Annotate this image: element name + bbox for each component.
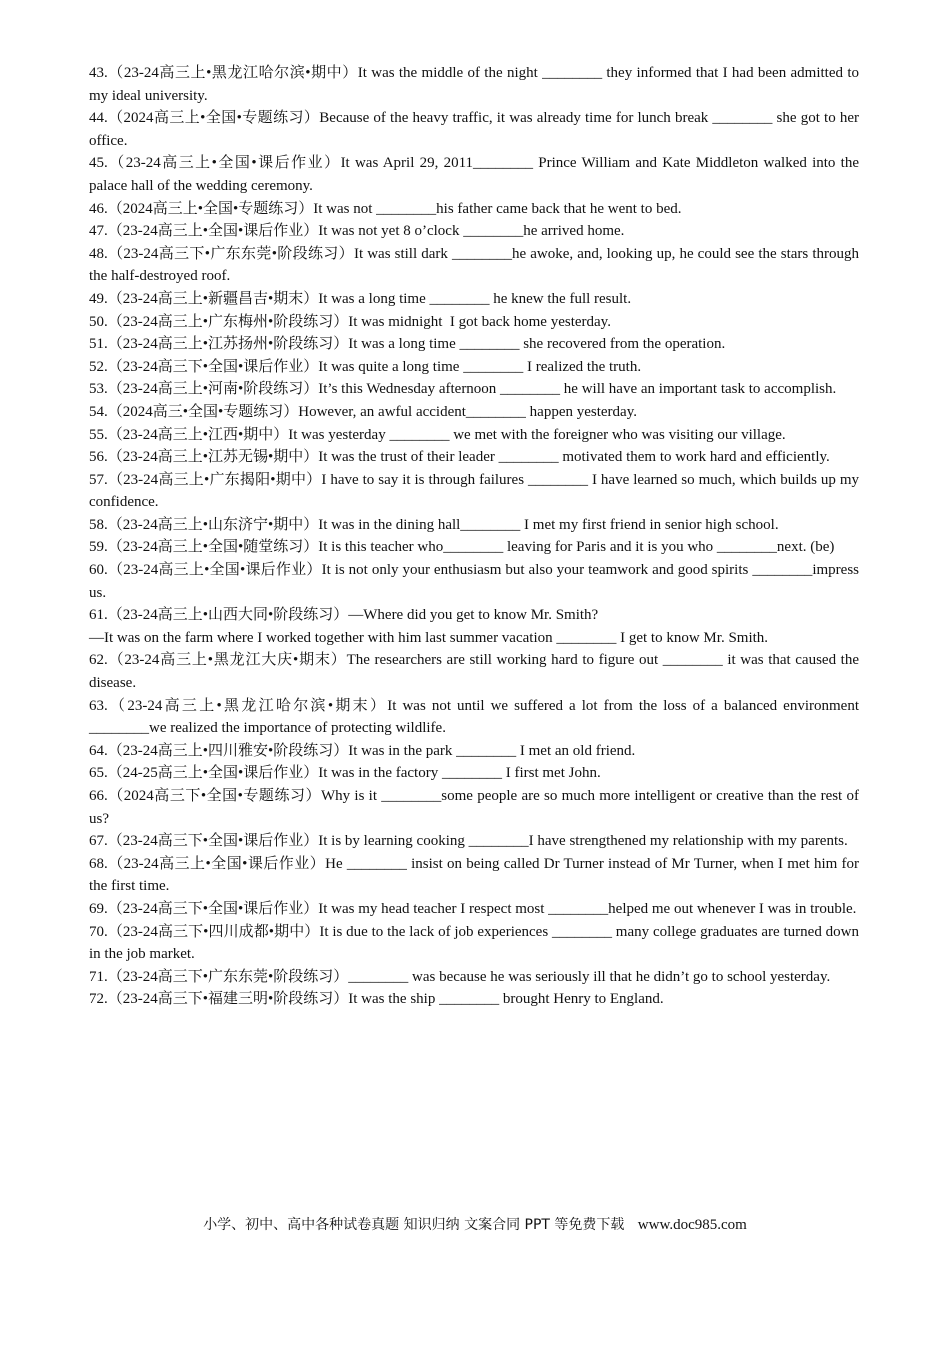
question-60: 60.（23-24高三上•全国•课后作业）It is not only your enthusiasm but also your teamwork and good spirits ________impress us. — [89, 562, 863, 601]
question-70: 70.（23-24高三下•四川成都•期中）It is due to the lack of job experiences ________ many college graduates are turned down in the job market. — [89, 923, 863, 963]
question-67: 67.（23-24高三下•全国•课后作业）It is by learning cooking ________I have strengthened my relationship with my parents. — [89, 833, 848, 850]
question-69: 69.（23-24高三下•全国•课后作业）It was my head teacher I respect most ________helped me out whenever I was in trouble. — [89, 900, 857, 917]
question-62: 62.（23-24高三上•黑龙江大庆•期末）The researchers are still working hard to figure out ________ it was that caused the disease. — [89, 652, 863, 692]
question-51: 51.（23-24高三上•江苏扬州•阶段练习）It was a long time ________ she recovered from the operation. — [89, 336, 726, 353]
question-46: 46.（2024高三上•全国•专题练习）It was not ________his father came back that he went to bed. — [89, 200, 682, 217]
question-63: 63.（23-24高三上•黑龙江哈尔滨•期末）It was not until we suffered a lot from the loss of a balanced environment ________we realized the importance of protecting wildlife. — [89, 697, 867, 737]
question-58: 58.（23-24高三上•山东济宁•期中）It was in the dining hall________ I met my first friend in senior high school. — [89, 516, 779, 533]
question-list — [89, 62, 867, 1011]
question-47: 47.（23-24高三上•全国•课后作业）It was not yet 8 o’clock ________he arrived home. — [89, 223, 625, 240]
question-65: 65.（24-25高三上•全国•课后作业）It was in the factory ________ I first met John. — [89, 765, 601, 782]
question-43: 43.（23-24高三上•黑龙江哈尔滨•期中）It was the middle of the night ________ they informed that I had been admitted to my ideal university. — [89, 65, 863, 104]
footer-url[interactable]: www.doc985.com — [637, 1217, 747, 1233]
question-64: 64.（23-24高三上•四川雅安•阶段练习）It was in the park ________ I met an old friend. — [89, 742, 636, 759]
question-49: 49.（23-24高三上•新疆昌吉•期末）It was a long time ________ he knew the full result. — [89, 290, 632, 307]
question-44: 44.（2024高三上•全国•专题练习）Because of the heavy traffic, it was already time for lunch break ________ she got to her office. — [89, 110, 863, 149]
question-55: 55.（23-24高三上•江西•期中）It was yesterday ________ we met with the foreigner who was visiting our village. — [89, 426, 786, 443]
question-68: 68.（23-24高三上•全国•课后作业）He ________ insist on being called Dr Turner instead of Mr Turner, when I met him for the first time. — [89, 855, 863, 895]
page-footer — [0, 1215, 950, 1235]
footer-text: 小学、初中、高中各种试卷真题 知识归纳 文案合同 PPT 等免费下载 — [203, 1217, 625, 1233]
question-53: 53.（23-24高三上•河南•阶段练习）It’s this Wednesday afternoon ________ he will have an important task to accomplish. — [89, 381, 837, 398]
question-52: 52.（23-24高三下•全国•课后作业）It was quite a long time ________ I realized the truth. — [89, 358, 642, 375]
question-71: 71.（23-24高三下•广东东莞•阶段练习）________ was because he was seriously ill that he didn’t go to school yesterday. — [89, 968, 831, 985]
question-61: 61.（23-24高三上•山西大同•阶段练习）—Where did you get to know Mr. Smith? —It was on the farm where I worked together with him last summer vacation ________ I get to know Mr. Smith. — [89, 607, 769, 646]
question-54: 54.（2024高三•全国•专题练习）However, an awful accident________ happen yesterday. — [89, 403, 637, 420]
question-59: 59.（23-24高三上•全国•随堂练习）It is this teacher who________ leaving for Paris and it is you who ________next. (be) — [89, 539, 835, 556]
question-56: 56.（23-24高三上•江苏无锡•期中）It was the trust of their leader ________ motivated them to work hard and efficiently. — [89, 449, 830, 466]
question-57: 57.（23-24高三上•广东揭阳•期中）I have to say it is through failures ________ I have learned so much, which builds up my confidence. — [89, 471, 863, 511]
question-66: 66.（2024高三下•全国•专题练习）Why is it ________some people are so much more intelligent or creative than the rest of us? — [89, 788, 863, 827]
question-48: 48.（23-24高三下•广东东莞•阶段练习）It was still dark ________he awoke, and, looking up, he could see the stars through the half-destroyed roof. — [89, 245, 863, 285]
question-72: 72.（23-24高三下•福建三明•阶段练习）It was the ship ________ brought Henry to England. — [89, 991, 664, 1008]
question-45: 45.（23-24高三上•全国•课后作业）It was April 29, 2011________ Prince William and Kate Middleton walked into the palace hall of the wedding ceremony. — [89, 155, 863, 194]
question-50: 50.（23-24高三上•广东梅州•阶段练习）It was midnight I got back home yesterday. — [89, 313, 611, 330]
